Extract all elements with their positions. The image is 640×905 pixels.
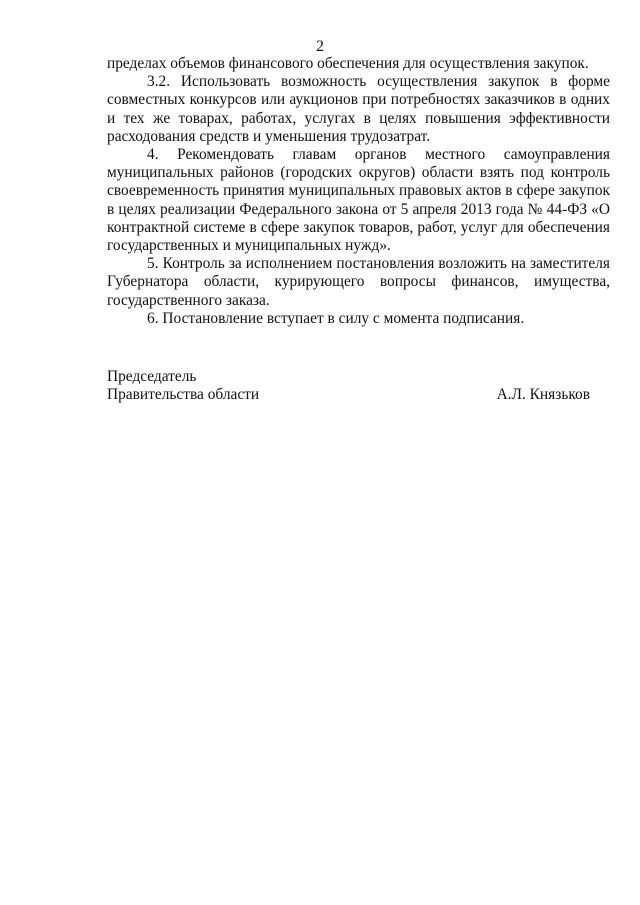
page-number: 2	[316, 38, 324, 55]
signatory-title-line1: Председатель	[107, 368, 197, 385]
signatory-title-line2: Правительства области	[107, 386, 260, 404]
paragraph-6: 6. Постановление вступает в силу с момента подписания.	[147, 309, 525, 327]
paragraph-continuation: пределах объемов финансового обеспечения для осуществления закупок.	[107, 55, 589, 72]
paragraph-3-2: 3.2. Использовать возможность осуществления закупок в форме совместных конкурсов или аукционов при потребностях заказчиков в одних и тех же товарах, работах, услугах в целях повышения эффективности расходования средств и уменьшения трудозатрат.	[107, 73, 610, 145]
paragraph-5: 5. Контроль за исполнением постановления возложить на заместителя Губернатора области, курирующего вопросы финансов, имущества, государственного заказа.	[107, 255, 610, 309]
signature-block	[107, 368, 590, 404]
signature-row	[107, 386, 590, 404]
paragraph-4: 4. Рекомендовать главам органов местного самоуправления муниципальных районов (городских округов) области взять под контроль своевременность принятия муниципальных правовых актов в сфере закупок в целях реализации Федерального закона от 5 апреля 2013 года № 44-ФЗ «О контрактной системе в сфере закупок товаров, работ, услуг для обеспечения государственных и муниципальных нужд».	[107, 146, 610, 255]
signatory-name: А.Л. Князьков	[496, 386, 590, 404]
document-body	[107, 55, 610, 328]
